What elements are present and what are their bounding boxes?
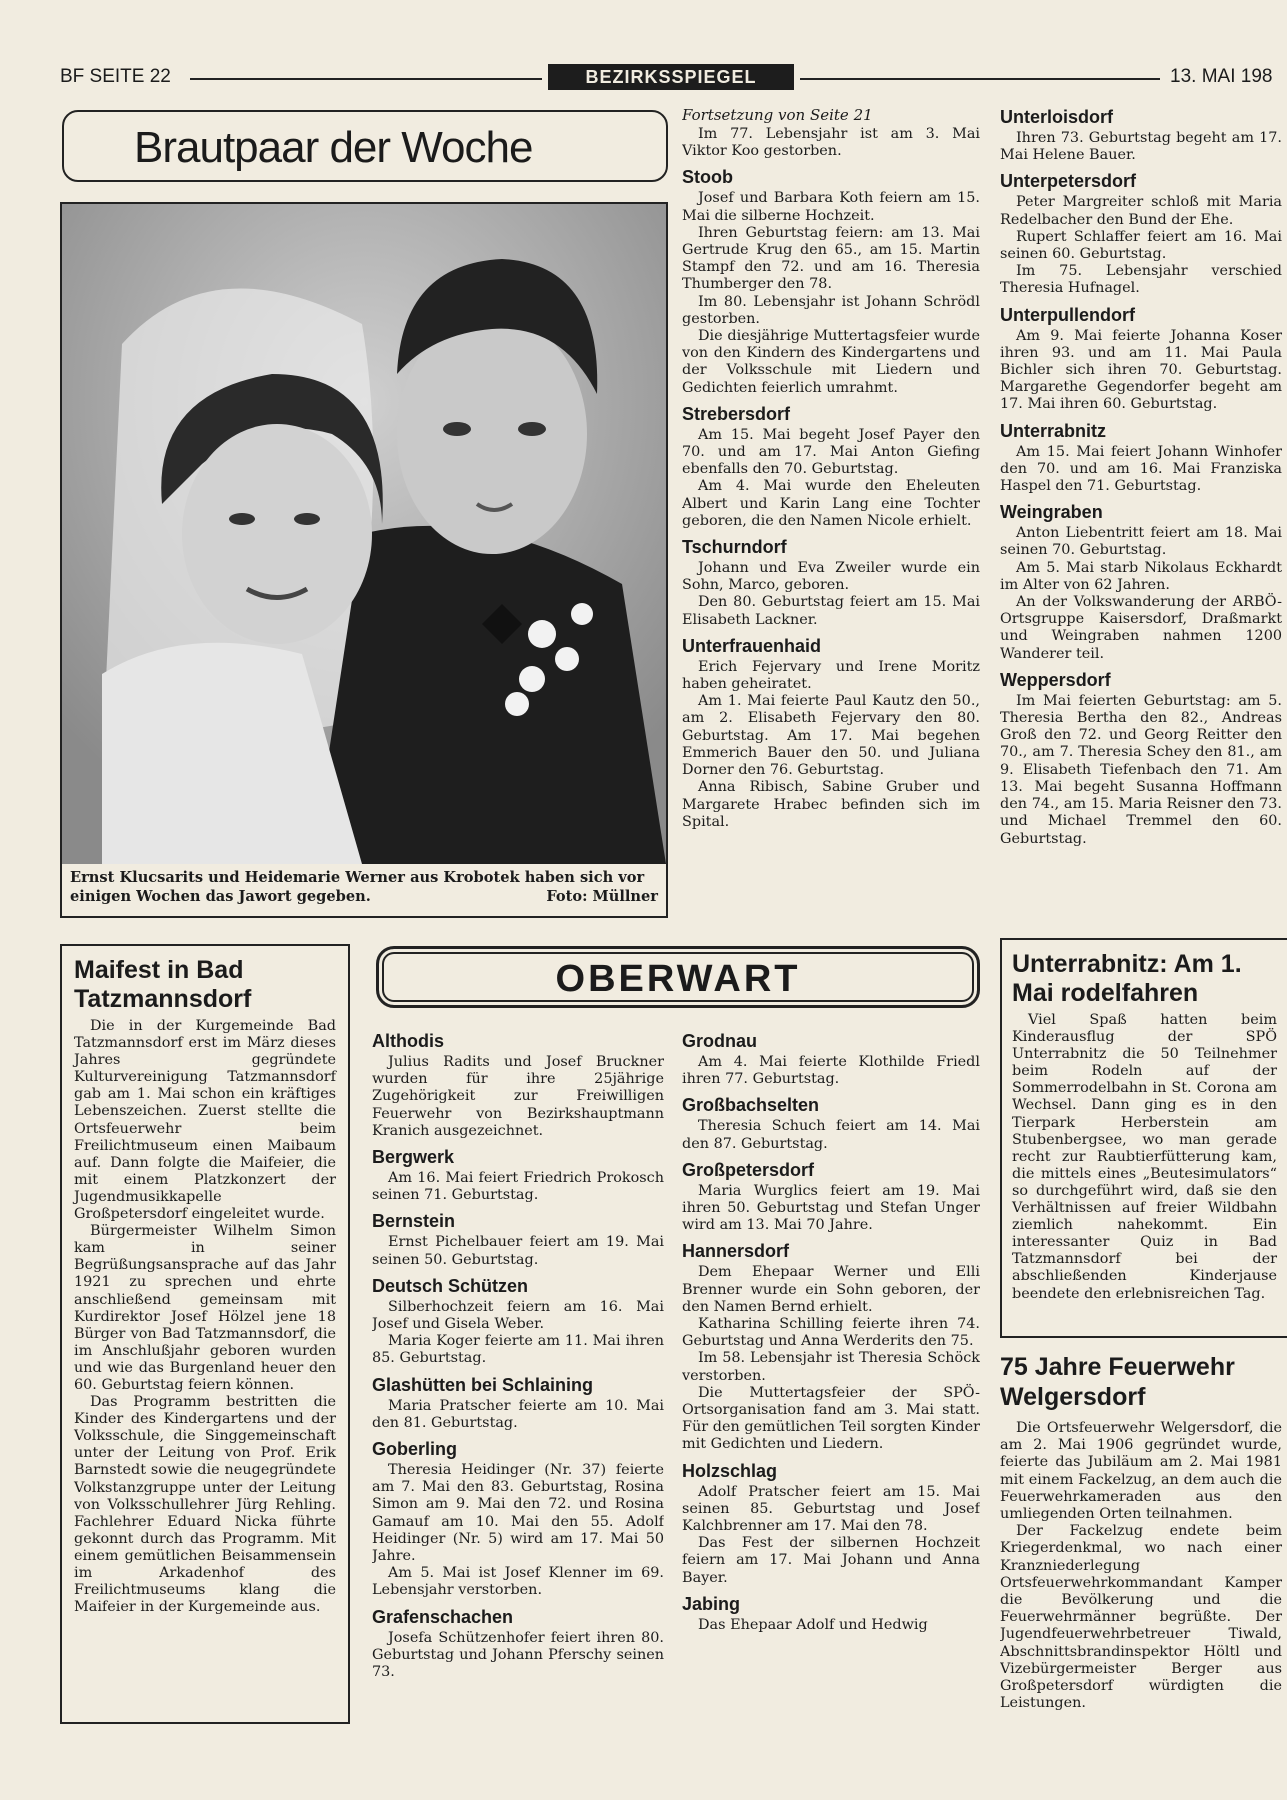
article-para: Julius Radits und Josef Bruckner wurden für ihre 25jährige Zugehörigkeit zur Freiwilligen Feuerwehr von Bezirkshauptmann Kranich ausgezeichnet. bbox=[372, 1054, 664, 1139]
article-heading: Unterrabnitz bbox=[1000, 420, 1107, 441]
article-para: Im 58. Lebensjahr ist Theresia Schöck verstorben. bbox=[682, 1350, 980, 1384]
article-para: Die Muttertagsfeier der SPÖ-Ortsorganisation fand am 3. Mai statt. Für den gemütlichen Teil sorgten Kinder mit Gedichten und Liedern. bbox=[682, 1384, 980, 1453]
article-para: An der Volkswanderung der ARBÖ-Ortsgruppe Kaisersdorf, Draßmarkt und Weingraben nahmen 1200 Wanderer teil. bbox=[1000, 594, 1282, 662]
oberwart-banner bbox=[376, 946, 980, 1008]
column-middle-top bbox=[682, 106, 980, 918]
header-rule-right bbox=[800, 78, 1160, 80]
feuerwehr-article bbox=[1000, 1352, 1282, 1752]
article-para: Theresia Schuch feiert am 14. Mai den 87. Geburtstag. bbox=[682, 1118, 980, 1152]
article-grodnau bbox=[682, 1030, 980, 1088]
article-hannersdorf bbox=[682, 1240, 980, 1453]
article-para: Josef und Barbara Koth feiern am 15. Mai die silberne Hochzeit. bbox=[682, 190, 980, 224]
article-jabing bbox=[682, 1593, 980, 1634]
article-para: Ernst Pichelbauer feiert am 19. Mai seinen 50. Geburtstag. bbox=[372, 1234, 664, 1268]
couple-photo bbox=[60, 202, 668, 918]
feature-title: Brautpaar der Woche bbox=[134, 123, 533, 172]
feature-title-box bbox=[62, 110, 668, 182]
article-heading: Hannersdorf bbox=[682, 1241, 790, 1262]
article-heading: Holzschlag bbox=[682, 1460, 778, 1481]
article-heading: Grodnau bbox=[682, 1031, 757, 1051]
article-para: Silberhochzeit feiern am 16. Mai Josef und Gisela Weber. bbox=[372, 1298, 664, 1333]
page-number: BF SEITE 22 bbox=[60, 66, 171, 87]
rodel-title: Unterrabnitz: Am 1. Mai rodelfahren bbox=[1012, 950, 1242, 1007]
article-unterpullendorf bbox=[1000, 304, 1282, 414]
article-para: Josefa Schützenhofer feiert ihren 80. Geburtstag und Johann Pferschy seinen 73. bbox=[372, 1629, 664, 1681]
article-grossbachselten bbox=[682, 1094, 980, 1152]
article-para: Im Mai feierten Geburtstag: am 5. Theresia Bertha den 82., Andreas Groß den 72. und Georg Reitter den 70., am 7. Theresia Schey den 81., am 9. Elisabeth Tiefenbach den 71. Am 13. Mai begeht Susanna Hoffmann den 74., am 15. Maria Reisner den 73. und Michael Tremmel den 60. Geburtstag. bbox=[1000, 692, 1282, 847]
article-heading: Unterloisdorf bbox=[1000, 107, 1114, 127]
article-para: Den 80. Geburtstag feiert am 15. Mai Elisabeth Lackner. bbox=[682, 594, 980, 628]
article-unterloisdorf bbox=[1000, 106, 1282, 164]
article-heading: Tschurndorf bbox=[682, 537, 787, 558]
article-para: Am 5. Mai starb Nikolaus Eckhardt im Alter von 62 Jahren. bbox=[1000, 559, 1282, 593]
article-heading: Unterfrauenhaid bbox=[682, 635, 822, 656]
maifest-title: Maifest in Bad Tatzmannsdorf bbox=[74, 956, 252, 1013]
article-para: Katharina Schilling feierte ihren 74. Geburtstag und Anna Werderits den 75. bbox=[682, 1316, 980, 1350]
article-unterfrauenhaid bbox=[682, 635, 980, 831]
feuerwehr-title: 75 Jahre Feuerwehr Welgersdorf bbox=[1000, 1353, 1235, 1411]
article-para: Das Fest der silbernen Hochzeit feiern am 17. Mai Johann und Anna Bayer. bbox=[682, 1535, 980, 1586]
oberwart-column-a bbox=[372, 1030, 664, 1750]
rodel-box bbox=[1000, 938, 1287, 1338]
header-rule-left bbox=[190, 78, 542, 80]
article-para: Maria Wurglics feiert am 19. Mai ihren 50. Geburtstag und Stefan Unger wird am 13. Mai 70 Jahre. bbox=[682, 1182, 980, 1234]
article-para: Am 1. Mai feierte Paul Kautz den 50., am 2. Elisabeth Fejervary den 80. Geburtstag. Am 17. Mai begehen Emmerich Bauer den 50. und Juliana Dorner den 76. Geburtstag. bbox=[682, 693, 980, 779]
issue-date: 13. MAI 198 bbox=[1170, 66, 1273, 87]
article-heading: Deutsch Schützen bbox=[372, 1275, 529, 1296]
article-heading: Unterpullendorf bbox=[1000, 304, 1135, 325]
caption-text: Ernst Klucsarits und Heidemarie Werner aus Krobotek haben sich vor einigen Wochen das Jawort gegeben. bbox=[70, 869, 645, 905]
feuerwehr-para: Die Ortsfeuerwehr Welgersdorf, die am 2. Mai 1906 gegründet wurde, feierte das Jubiläum am 2. Mai 1981 mit einem Fackelzug, an dem auch die Feuerwehrkameraden aus den umliegenden Orten teilnahmen. bbox=[1000, 1420, 1282, 1523]
article-heading: Jabing bbox=[682, 1593, 741, 1614]
article-para: Anna Ribisch, Sabine Gruber und Margarete Hrabec befinden sich im Spital. bbox=[682, 779, 980, 830]
oberwart-title: OBERWART bbox=[555, 958, 801, 1000]
article-heading: Bergwerk bbox=[372, 1147, 455, 1168]
article-para: Maria Pratscher feierte am 10. Mai den 81. Geburtstag. bbox=[372, 1397, 664, 1431]
article-para: Am 15. Mai begeht Josef Payer den 70. und am 17. Mai Anton Giefing ebenfalls den 70. Geburtstag. bbox=[682, 426, 980, 478]
article-para: Am 15. Mai feiert Johann Winhofer den 70. und am 16. Mai Franziska Haspel den 71. Geburtstag. bbox=[1000, 443, 1282, 495]
column-right-top bbox=[1000, 106, 1282, 918]
maifest-box bbox=[60, 944, 350, 1724]
article-heading: Stoob bbox=[682, 167, 733, 188]
article-heading: Weingraben bbox=[1000, 502, 1103, 523]
feuerwehr-para: Der Fackelzug endete beim Kriegerdenkmal, wo nach einer Kranzniederlegung Ortsfeuerwehrkommandant Kamper die Bevölkerung und die Feuerwehrmänner begrüßte. Der Jugendfeuerwehrbetreuer Tiwald, Abschnittsbrandinspektor Höltl und Vizebürgermeister Berger aus Großpetersdorf würdigten die Leistungen. bbox=[1000, 1523, 1282, 1712]
oberwart-column-b bbox=[682, 1030, 980, 1750]
article-para: Ihren Geburtstag feiern: am 13. Mai Gertrude Krug den 65., am 15. Martin Stampf den 72. und am 16. Theresia Thumberger den 78. bbox=[682, 224, 980, 293]
maifest-para: Das Programm bestritten die Kinder des Kindergartens und der Volksschule, die Singgemeinschaft unter der Leitung von Prof. Erik Barnstedt sowie die neugegründete Volkstanzgruppe unter der Leitung von Volksschullehrer Jürg Rehling. Fachlehrer Eduard Nicka führte gekonnt durch das Programm. Mit einem gemütlichen Beisammensein im Arkadenhof des Freilichtmuseums klang die Maifeier in der Kurgemeinde aus. bbox=[74, 1394, 336, 1616]
article-heading: Grafenschachen bbox=[372, 1606, 514, 1627]
article-heading: Großpetersdorf bbox=[682, 1159, 815, 1180]
article-para: Im 75. Lebensjahr verschied Theresia Hufnagel. bbox=[1000, 263, 1282, 297]
article-para: Peter Margreiter schloß mit Maria Redelbacher den Bund der Ehe. bbox=[1000, 194, 1282, 228]
article-heading: Glashütten bei Schlaining bbox=[372, 1374, 594, 1395]
article-para: Adolf Pratscher feiert am 15. Mai seinen 85. Geburtstag und Josef Kalchbrenner am 17. Mai den 78. bbox=[682, 1483, 980, 1535]
article-para: Die diesjährige Muttertagsfeier wurde von den Kindern des Kindergartens und der Volksschule mit Liedern und Gedichten feierlich umrahmt. bbox=[682, 328, 980, 396]
article-heading: Althodis bbox=[372, 1031, 444, 1051]
rodel-para: Viel Spaß hatten beim Kinderausflug der SPÖ Unterrabnitz die 50 Teilnehmer beim Rodeln auf der Sommerrodelbahn in St. Corona am Wechsel. Dann ging es in den Tierpark Herberstein am Stubenbergsee, wo man gerade recht zur Raubtierfütterung kam, die mittels eines „Beutesimulators“ so durchgeführt wird, daß sie den Verhältnissen auf freier Wildbahn ziemlich nahekommt. Ein interessanter Quiz in Bad Tatzmannsdorf bei der abschließenden Kinderjause beendete den erlebnisreichen Tag. bbox=[1012, 1012, 1277, 1302]
maifest-para: Die in der Kurgemeinde Bad Tatzmannsdorf erst im März dieses Jahres gegründete Kulturvereinigung Tatzmannsdorf gab am 1. Mai schon ein kräftiges Lebenszeichen. Zuerst stellte die Ortsfeuerwehr beim Freilichtmuseum einen Maibaum auf. Dann folgte die Maifeier, die mit einem Platzkonzert der Jugendmusikkapelle Großpetersdorf eingeleitet wurde. bbox=[74, 1018, 336, 1223]
article-tschurndorf bbox=[682, 536, 980, 629]
article-weppersdorf bbox=[1000, 669, 1282, 848]
article-para: Erich Fejervary und Irene Moritz haben geheiratet. bbox=[682, 658, 980, 693]
article-para: Dem Ehepaar Werner und Elli Brenner wurde ein Sohn geboren, der den Namen Bernd erhielt. bbox=[682, 1264, 980, 1315]
article-strebersdorf bbox=[682, 403, 980, 530]
article-heading: Großbachselten bbox=[682, 1095, 820, 1116]
article-para: Am 4. Mai feierte Klothilde Friedl ihren 77. Geburtstag. bbox=[682, 1054, 980, 1088]
article-grafenschachen bbox=[372, 1606, 664, 1682]
article-para: Maria Koger feierte am 11. Mai ihren 85. Geburtstag. bbox=[372, 1333, 664, 1367]
maifest-para: Bürgermeister Wilhelm Simon kam in seiner Begrüßungsansprache auf das Jahr 1921 zu sprechen und ehrte anschließend gemeinsam mit Kurdirektor Josef Hölzel jene 18 Bürger von Bad Tatzmannsdorf, die im Anschlußjahr geboren wurden und wie das Burgenland heuer den 60. Geburtstag feiern können. bbox=[74, 1223, 336, 1393]
article-althodis bbox=[372, 1030, 664, 1140]
article-para: Ihren 73. Geburtstag begeht am 17. Mai Helene Bauer. bbox=[1000, 130, 1282, 164]
article-para: Im 80. Lebensjahr ist Johann Schrödl gestorben. bbox=[682, 293, 980, 327]
article-heading: Unterpetersdorf bbox=[1000, 171, 1137, 192]
article-bergwerk bbox=[372, 1146, 664, 1204]
photo-caption bbox=[62, 864, 666, 916]
wedding-photo-illustration bbox=[62, 204, 666, 864]
article-heading: Strebersdorf bbox=[682, 403, 791, 424]
article-para: Anton Liebentritt feiert am 18. Mai seinen 70. Geburtstag. bbox=[1000, 525, 1282, 559]
article-weingraben bbox=[1000, 501, 1282, 663]
article-holzschlag bbox=[682, 1460, 980, 1587]
article-heading: Bernstein bbox=[372, 1211, 456, 1232]
article-goberling bbox=[372, 1438, 664, 1600]
article-para: Am 9. Mai feierte Johanna Koser ihren 93. und am 11. Mai Paula Bichler sich ihren 70. Geburtstag. Margarethe Gegendorfer begeht am 17. Mai ihren 60. Geburtstag. bbox=[1000, 327, 1282, 413]
article-grosspetersdorf bbox=[682, 1159, 980, 1235]
article-bernstein bbox=[372, 1210, 664, 1268]
article-glashuetten bbox=[372, 1374, 664, 1432]
article-deutsch-schuetzen bbox=[372, 1275, 664, 1368]
section-tag: BEZIRKSSPIEGEL bbox=[548, 64, 794, 90]
article-para: Am 5. Mai ist Josef Klenner im 69. Lebensjahr verstorben. bbox=[372, 1565, 664, 1599]
article-para: Am 4. Mai wurde den Eheleuten Albert und Karin Lang eine Tochter geboren, die den Namen Nicole erhielt. bbox=[682, 478, 980, 529]
article-stoob bbox=[682, 166, 980, 396]
article-heading: Weppersdorf bbox=[1000, 669, 1111, 690]
continued-note: Fortsetzung von Seite 21 bbox=[682, 106, 873, 124]
article-para: Rupert Schlaffer feiert am 16. Mai seinen 60. Geburtstag. bbox=[1000, 228, 1282, 263]
article-para: Theresia Heidinger (Nr. 37) feierte am 7. Mai den 83. Geburtstag, Rosina Simon am 9. Mai den 72. und Rosina Gamauf am 10. Mai den 55. Adolf Heidinger (Nr. 5) wird am 17. Mai 50 Jahre. bbox=[372, 1462, 664, 1565]
photo-credit: Foto: Müllner bbox=[546, 888, 658, 905]
article-para: Johann und Eva Zweiler wurde ein Sohn, Marco, geboren. bbox=[682, 560, 980, 594]
article-unterpetersdorf bbox=[1000, 170, 1282, 297]
article-heading: Goberling bbox=[372, 1439, 457, 1460]
article-para: Das Ehepaar Adolf und Hedwig bbox=[698, 1616, 928, 1633]
article-para: Am 16. Mai feiert Friedrich Prokosch seinen 71. Geburtstag. bbox=[372, 1170, 664, 1204]
lead-paragraph: Im 77. Lebensjahr ist am 3. Mai Viktor Koo gestorben. bbox=[682, 126, 980, 160]
article-unterrabnitz bbox=[1000, 420, 1282, 496]
